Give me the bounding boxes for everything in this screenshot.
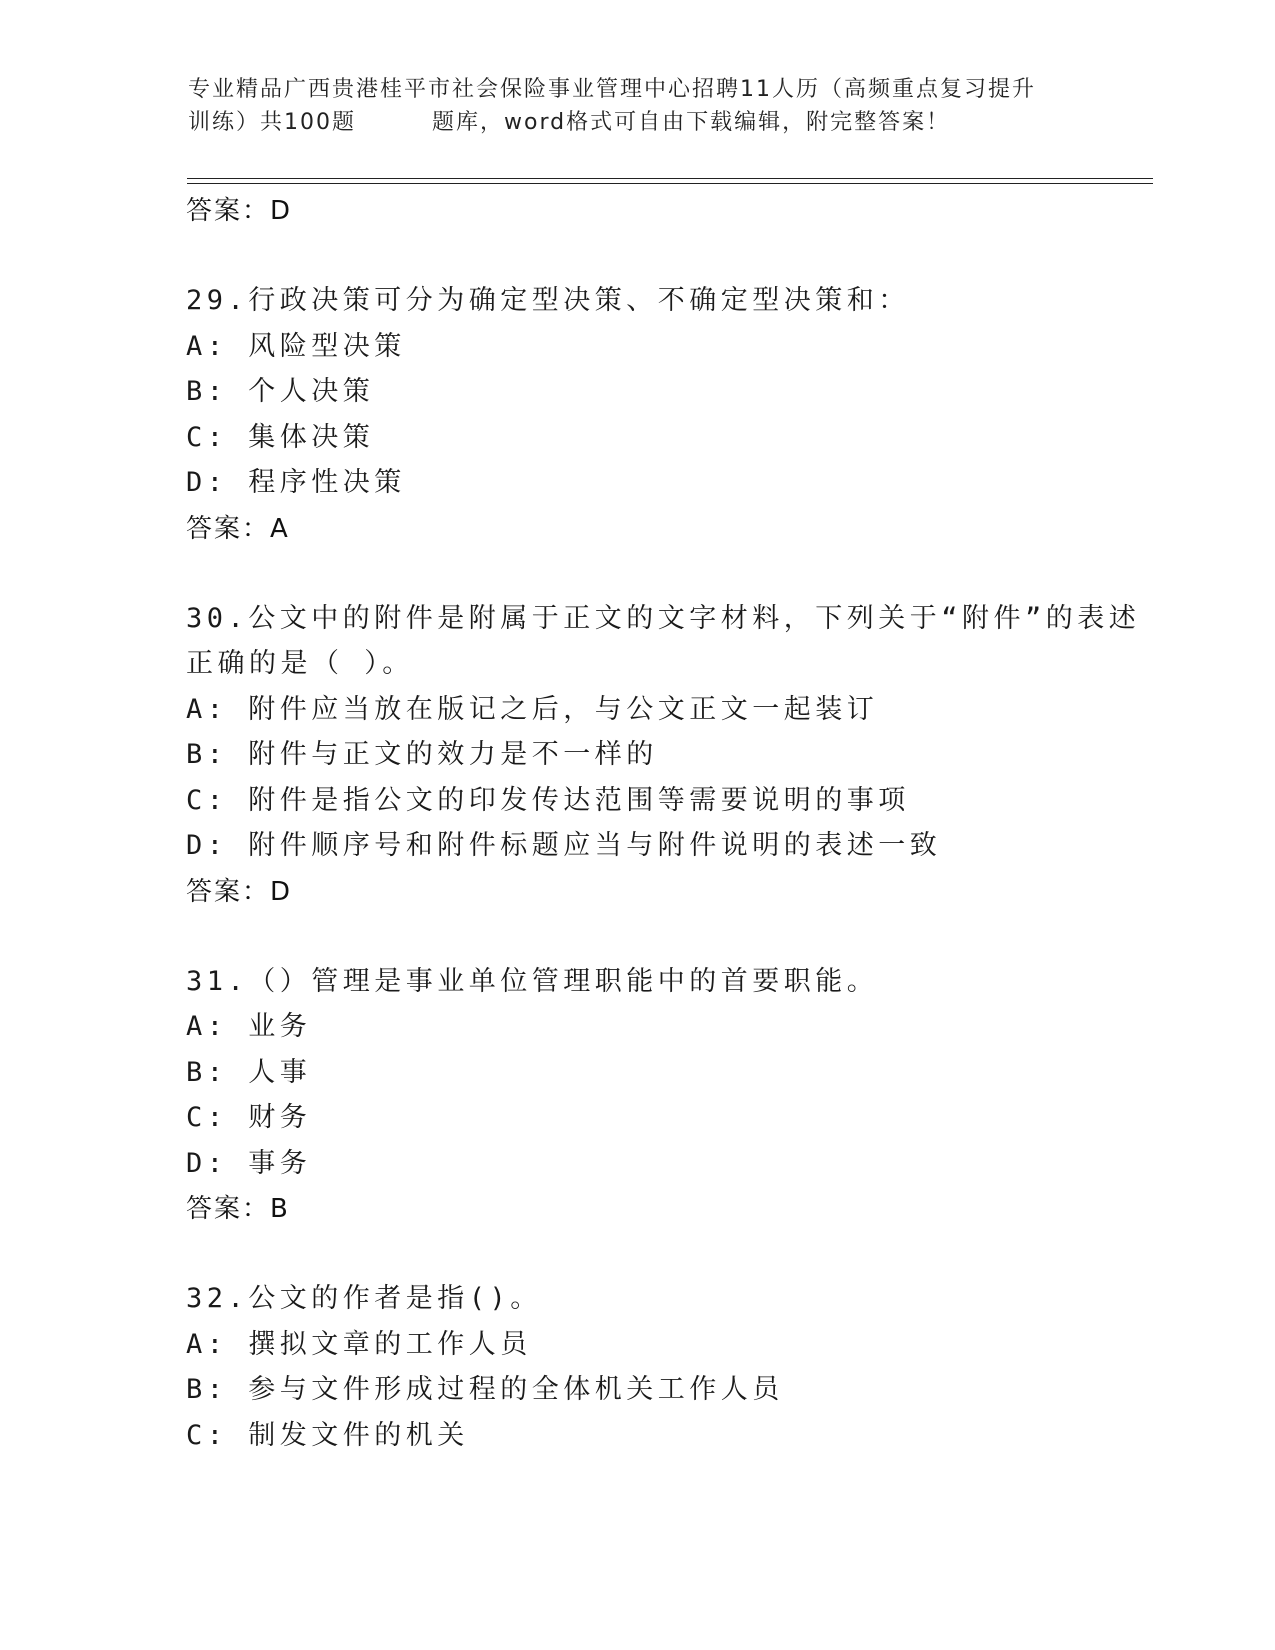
question-stem	[186, 1276, 1146, 1322]
question-stem	[186, 278, 1146, 324]
option-a: A: 撰拟文章的工作人员	[186, 1328, 532, 1360]
question-stem	[186, 596, 1146, 687]
option-b: B: 附件与正文的效力是不一样的	[186, 739, 658, 770]
header-divider-top	[187, 178, 1153, 179]
question-stem-line: 正确的是（ ）。	[186, 648, 414, 679]
option-b: B: 参与文件形成过程的全体机关工作人员	[186, 1374, 784, 1405]
answer-line: 答案：D	[186, 196, 293, 226]
answer-line: 答案：A	[186, 513, 290, 544]
option-d: D: 程序性决策	[186, 467, 406, 498]
question-stem	[186, 959, 1146, 1005]
header-title-line1: 专业精品广西贵港桂平市社会保险事业管理中心招聘11人历（高频重点复习提升	[188, 77, 1036, 102]
question-list	[186, 188, 1146, 1458]
header-title-left: 训练）共100题	[188, 110, 356, 135]
question-stem-line: 30.公文中的附件是附属于正文的文字材料，下列关于“附件”的表述	[186, 602, 1141, 634]
option-a: A: 业务	[186, 1011, 312, 1042]
header-title-line2	[188, 106, 1088, 139]
question-stem-line: 29.行政决策可分为确定型决策、不确定型决策和：	[186, 285, 910, 316]
option-d: D: 事务	[186, 1147, 312, 1179]
question-30	[186, 596, 1146, 915]
question-32	[186, 1276, 1146, 1458]
question-29	[186, 278, 1146, 552]
option-b: B: 人事	[186, 1056, 312, 1088]
option-b: B: 个人决策	[186, 376, 375, 407]
option-c: C: 财务	[186, 1102, 312, 1133]
page-header	[188, 73, 1088, 139]
option-a: A: 附件应当放在版记之后，与公文正文一起装订	[186, 693, 879, 725]
option-c: C: 集体决策	[186, 421, 375, 453]
question-31	[186, 959, 1146, 1233]
header-title-right: 题库，word格式可自由下载编辑，附完整答案！	[432, 110, 951, 135]
option-c: C: 附件是指公文的印发传达范围等需要说明的事项	[186, 784, 910, 816]
question-stem-line: 32.公文的作者是指()。	[186, 1283, 542, 1314]
option-a: A: 风险型决策	[186, 330, 406, 362]
answer-line: 答案：B	[186, 1194, 290, 1224]
option-d: D: 附件顺序号和附件标题应当与附件说明的表述一致	[186, 830, 942, 861]
question-stem-line: 31.（）管理是事业单位管理职能中的首要职能。	[186, 965, 879, 997]
answer-line: 答案：D	[186, 876, 293, 907]
option-c: C: 制发文件的机关	[186, 1419, 469, 1451]
header-divider-bottom	[187, 183, 1153, 184]
